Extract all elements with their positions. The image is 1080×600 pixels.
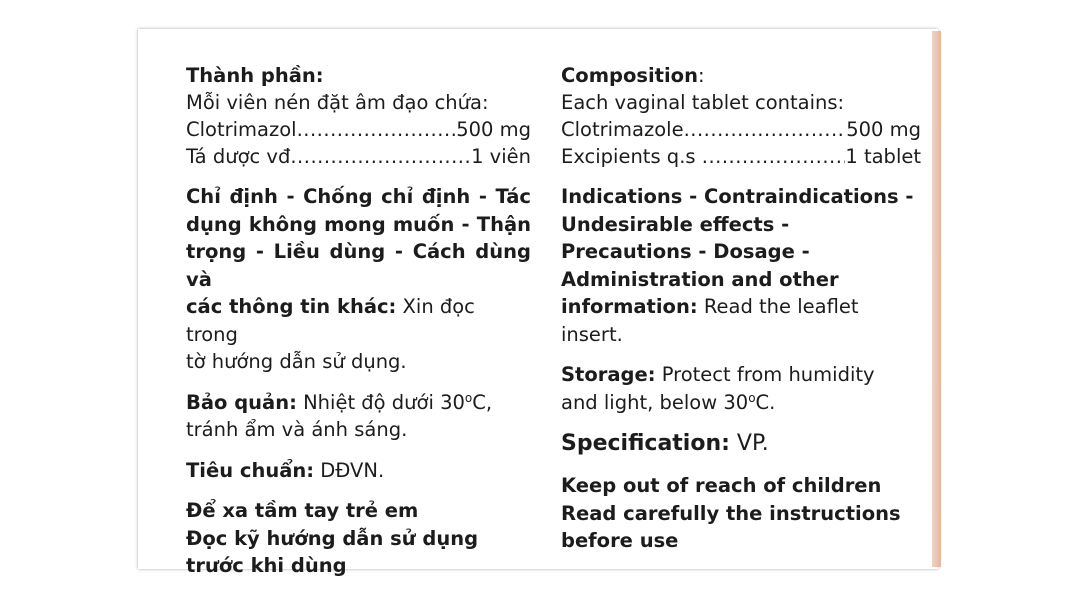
leader-dots xyxy=(684,116,847,143)
vi-ingredient-row xyxy=(186,143,531,170)
leader-dots xyxy=(702,143,846,170)
en-specification-heading: Specification: xyxy=(561,431,730,456)
leader-dots xyxy=(297,116,457,143)
vi-indications-text: tờ hướng dẫn sử dụng. xyxy=(186,350,407,373)
en-ingredient-row xyxy=(561,143,921,170)
en-composition-colon: : xyxy=(697,64,705,87)
en-storage-heading: Storage: xyxy=(561,363,656,386)
leader-dots xyxy=(290,143,471,170)
vi-composition-section xyxy=(186,62,531,170)
vi-warning-line: Đọc kỹ hướng dẫn sử dụng xyxy=(186,526,479,550)
vi-indications-line: dụng không mong muốn - Thận xyxy=(186,212,531,236)
vi-composition-intro: Mỗi viên nén đặt âm đạo chứa: xyxy=(186,91,489,114)
vi-storage-text: Nhiệt độ dưới 30 xyxy=(296,390,465,414)
vi-composition-heading: Thành phần: xyxy=(186,64,324,87)
en-ingredient-row xyxy=(561,116,921,143)
en-indications-line: Indications - Contraindications - xyxy=(561,185,914,208)
en-specification-value: VP. xyxy=(729,431,769,456)
vi-ingredient-amount: 500 mg xyxy=(456,118,531,141)
vi-storage-unit: C, xyxy=(472,390,493,414)
vi-standard-heading: Tiêu chuẩn: xyxy=(186,458,315,482)
vi-storage-heading: Bảo quản: xyxy=(186,390,297,414)
vi-standard-value: DĐVN. xyxy=(314,458,385,482)
en-storage-unit: C. xyxy=(755,390,776,414)
en-composition-heading: Composition xyxy=(561,64,698,87)
en-composition-intro: Each vaginal tablet contains: xyxy=(561,91,845,114)
degree-symbol: o xyxy=(464,390,473,405)
en-indications-line: Precautions - Dosage - xyxy=(561,240,810,263)
vi-warning-line: Để xa tầm tay trẻ em xyxy=(186,499,419,522)
vi-warning-line: trước khi dùng xyxy=(186,554,347,577)
english-column xyxy=(561,62,921,568)
vi-storage-section xyxy=(186,389,531,444)
vi-ingredient-row xyxy=(186,116,531,143)
vi-indications-text: Xin đọc trong xyxy=(186,295,475,346)
vi-standard-section xyxy=(186,457,531,485)
vietnamese-column xyxy=(186,62,531,593)
vi-indications-line: trọng - Liều dùng - Cách dùng và xyxy=(186,240,531,291)
degree-symbol: o xyxy=(748,390,756,405)
vi-warning-section xyxy=(186,497,531,580)
en-warning-line: Keep out of reach of children xyxy=(561,474,882,497)
vi-ingredient-name: Clotrimazol xyxy=(186,118,297,141)
en-ingredient-name: Excipients q.s xyxy=(561,145,702,168)
carton-side-edge xyxy=(932,31,941,567)
en-warning-line: before use xyxy=(561,529,679,552)
en-ingredient-amount: 1 tablet xyxy=(845,145,921,168)
vi-indications-line: Chỉ định - Chống chỉ định - Tác xyxy=(186,185,531,208)
vi-ingredient-amount: 1 viên xyxy=(471,145,531,168)
vi-indications-line: các thông tin khác: xyxy=(186,295,397,318)
en-indications-line: information: xyxy=(561,295,698,318)
vi-indications-section xyxy=(186,183,531,376)
en-storage-text: Protect from humidity xyxy=(655,363,875,386)
en-ingredient-name: Clotrimazole xyxy=(561,118,684,141)
vi-storage-text: tránh ẩm và ánh sáng. xyxy=(186,418,408,441)
en-warning-section xyxy=(561,472,921,555)
en-ingredient-amount: 500 mg xyxy=(846,118,921,141)
en-specification-section xyxy=(561,429,921,459)
en-warning-line: Read carefully the instructions xyxy=(561,501,901,525)
vi-ingredient-name: Tá dược vđ xyxy=(186,145,291,168)
en-indications-section xyxy=(561,183,921,348)
en-composition-section xyxy=(561,62,921,170)
en-storage-section xyxy=(561,361,921,416)
en-storage-text: and light, below 30 xyxy=(561,390,749,414)
en-indications-line: Undesirable effects - xyxy=(561,212,790,236)
en-indications-line: Administration and other xyxy=(561,267,839,291)
en-indications-text: Read the leaflet insert. xyxy=(561,295,859,346)
